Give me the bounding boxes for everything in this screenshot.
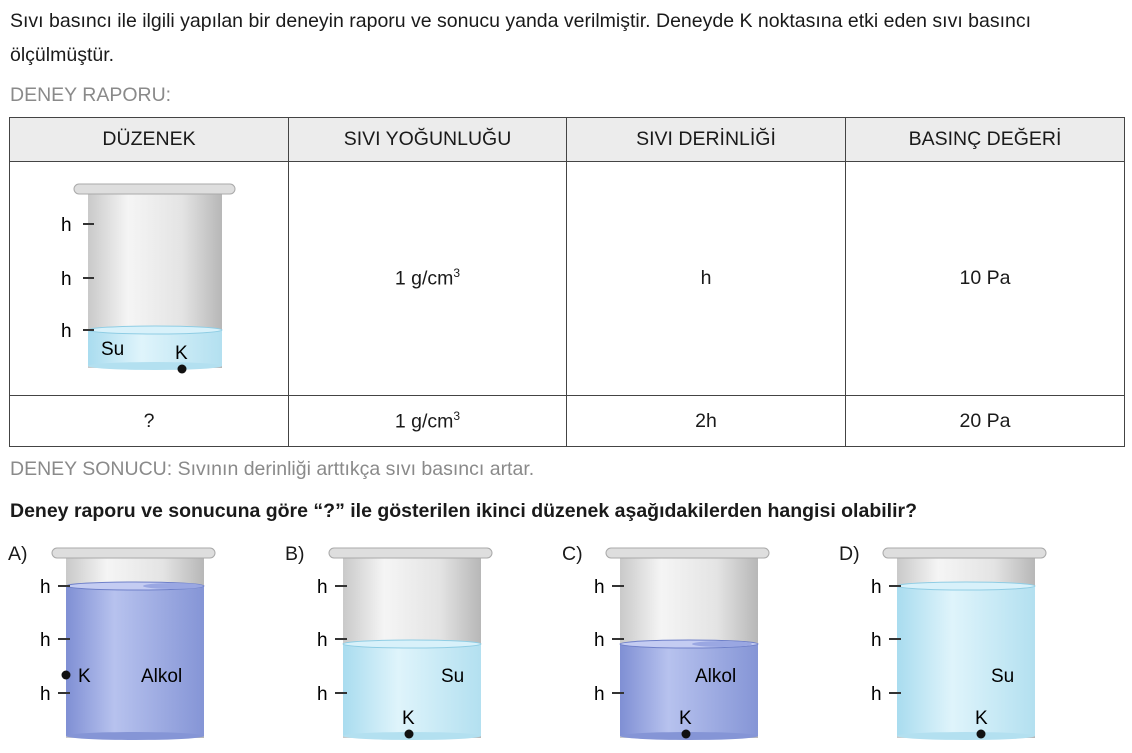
water-surface [88, 326, 222, 334]
option-letter: A) [8, 543, 28, 565]
option-b[interactable] [285, 538, 555, 753]
option-letter: C) [562, 543, 583, 565]
density-exponent: 3 [453, 408, 461, 423]
option-d-beaker [839, 538, 1109, 753]
option-b-beaker [285, 538, 555, 753]
report-beaker [10, 162, 287, 394]
beaker-rim [606, 548, 769, 558]
scale-label: h [61, 215, 72, 236]
beaker-rim [329, 548, 492, 558]
table-row [10, 162, 1125, 396]
scale-label: h [61, 269, 72, 290]
depth-cell: h [567, 162, 846, 396]
point-label: K [975, 708, 988, 729]
liquid-label: Su [441, 666, 465, 687]
question-text: Deney raporu ve sonucuna göre “?” ile gösterilen ikinci düzenek aşağıdakilerden hangisi olabilir? [10, 500, 917, 522]
density-exponent: 3 [453, 266, 461, 281]
density-cell [289, 396, 567, 447]
header-pressure: BASINÇ DEĞERİ [846, 118, 1125, 162]
scale-label: h [871, 630, 882, 651]
scale-label: h [40, 630, 51, 651]
pressure-cell: 20 Pa [846, 396, 1125, 447]
scale-label: h [317, 684, 328, 705]
table-header-row [10, 118, 1125, 162]
scale-label: h [871, 684, 882, 705]
beaker-rim [883, 548, 1046, 558]
depth-cell: 2h [567, 396, 846, 447]
liquid-highlight [143, 583, 203, 589]
beaker-rim [52, 548, 215, 558]
liquid-highlight [692, 641, 752, 647]
point-k [178, 365, 187, 374]
option-a[interactable] [8, 538, 278, 753]
header-density: SIVI YOĞUNLUĞU [289, 118, 567, 162]
beaker-liquid [66, 586, 204, 736]
point-label: K [175, 343, 188, 364]
scale-label: h [40, 577, 51, 598]
scale-label: h [871, 577, 882, 598]
option-c[interactable] [562, 538, 832, 753]
intro-text: Sıvı basıncı ile ilgili yapılan bir deneyin raporu ve sonucu yanda verilmiştir. Deneyde K noktasına etki eden sıvı basıncı ölçülmüştür. [10, 10, 1032, 66]
scale-label: h [317, 630, 328, 651]
header-setup: DÜZENEK [10, 118, 289, 162]
beaker-liquid [897, 586, 1035, 736]
option-c-beaker [562, 538, 832, 753]
liquid-label: Su [991, 666, 1015, 687]
point-k [682, 730, 691, 739]
liquid-surface [343, 640, 481, 648]
scale-label: h [61, 321, 72, 342]
table-row [10, 396, 1125, 447]
beaker-bottom [66, 732, 204, 740]
scale-label: h [594, 630, 605, 651]
report-label: DENEY RAPORU: [10, 84, 172, 106]
option-letter: D) [839, 543, 860, 565]
liquid-surface [897, 582, 1035, 590]
scale-label: h [594, 684, 605, 705]
point-label: K [402, 708, 415, 729]
setup-cell: ? [10, 396, 289, 447]
point-k [405, 730, 414, 739]
option-letter: B) [285, 543, 305, 565]
beaker-bottom [88, 362, 222, 370]
report-table [9, 117, 1125, 447]
result-text: DENEY SONUCU: Sıvının derinliği arttıkça sıvı basıncı artar. [10, 458, 535, 480]
beaker-bottom [897, 732, 1035, 740]
pressure-cell: 10 Pa [846, 162, 1125, 396]
density-cell [289, 162, 567, 396]
liquid-label: Alkol [695, 666, 737, 687]
point-label: K [679, 708, 692, 729]
point-label: K [78, 666, 91, 687]
scale-label: h [594, 577, 605, 598]
setup-cell [10, 162, 289, 396]
header-depth: SIVI DERİNLİĞİ [567, 118, 846, 162]
beaker-rim [74, 184, 235, 194]
option-d[interactable] [839, 538, 1109, 753]
point-k [977, 730, 986, 739]
liquid-label: Alkol [141, 666, 183, 687]
point-k [62, 671, 71, 680]
option-a-beaker [8, 538, 278, 753]
liquid-label: Su [101, 339, 125, 360]
scale-label: h [40, 684, 51, 705]
density-value: 1 g/cm [394, 267, 454, 290]
density-value: 1 g/cm [394, 410, 454, 433]
scale-label: h [317, 577, 328, 598]
